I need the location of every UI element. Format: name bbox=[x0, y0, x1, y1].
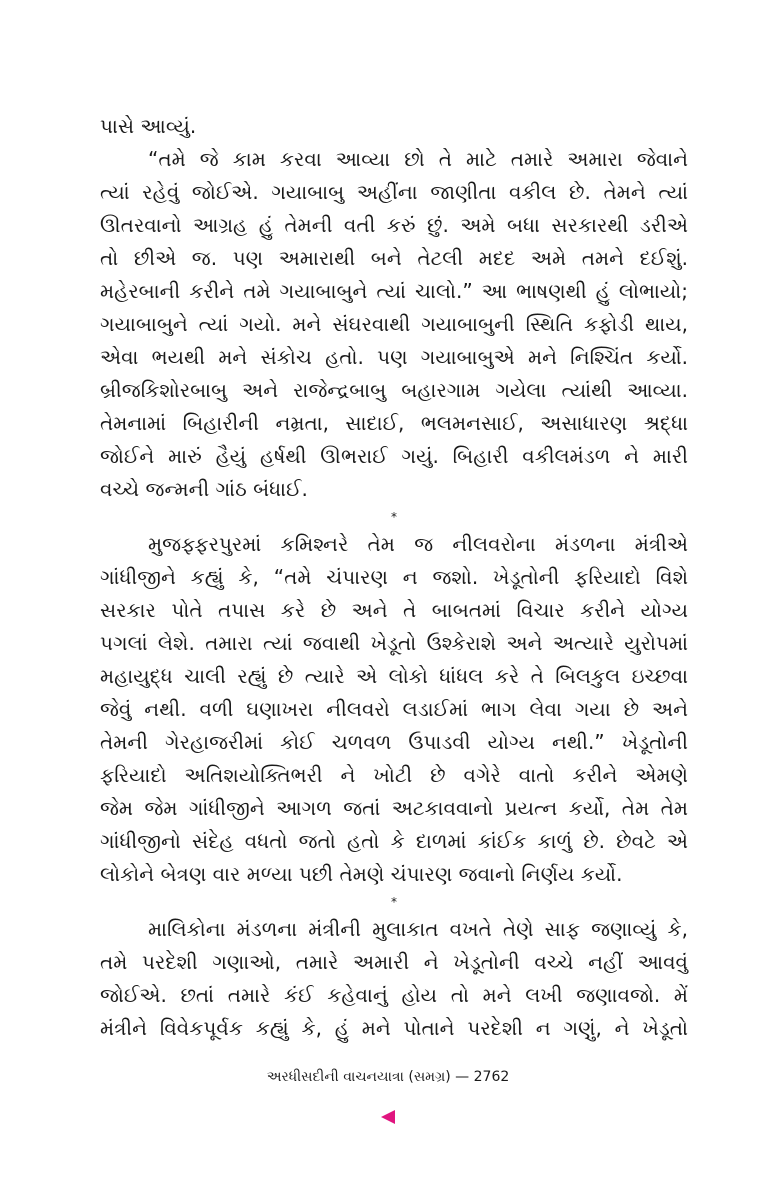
paragraph-1 bbox=[100, 143, 688, 506]
text-line: માલિકોના મંડળના મંત્રીની મુલાકાત વખતે તેણે સાફ જણાવ્યું કે, bbox=[148, 917, 688, 941]
page-footer: અરધીસદીની વાચનયાત્રા (સમગ્ર) — 2762 bbox=[266, 1069, 510, 1085]
text-line: ગયાબાબુને ત્યાં ગયો. મને સંઘરવાથી ગયાબાબુની સ્થિતિ કફોડી થાય, bbox=[100, 312, 688, 336]
text-line: તેમનામાં બિહારીની નમ્રતા, સાદાઈ, ભલમનસાઈ, અસાધારણ શ્રદ્ધા bbox=[100, 411, 688, 435]
section-separator: * bbox=[391, 895, 397, 909]
text-line: લોકોને બેત્રણ વાર મળ્યા પછી તેમણે ચંપારણ જવાનો નિર્ણય કર્યો. bbox=[100, 862, 623, 886]
text-line: એવા ભયથી મને સંકોચ હતો. પણ ગયાબાબુએ મને નિશ્ચિંત કર્યો. bbox=[100, 345, 688, 369]
paragraph-3 bbox=[100, 913, 688, 1045]
text-line: જેવું નથી. વળી ઘણાખરા નીલવરો લડાઈમાં ભાગ લેવા ગયા છે અને bbox=[100, 697, 688, 721]
text-line: તો છીએ જ. પણ અમારાથી બને તેટલી મદદ અમે તમને દઈશું. bbox=[100, 246, 688, 270]
text-line: ગાંધીજીને કહ્યું કે, “તમે ચંપારણ ન જશો. ખેડૂતોની ફરિયાદો વિશે bbox=[100, 565, 688, 589]
text-line: પગલાં લેશે. તમારા ત્યાં જવાથી ખેડૂતો ઉશ્કેરાશે અને અત્યારે યુરોપમાં bbox=[100, 631, 688, 655]
section-separator: * bbox=[391, 510, 397, 524]
text-line: મંત્રીને વિવેકપૂર્વક કહ્યું કે, હું મને પોતાને પરદેશી ન ગણું, ને ખેડૂતો bbox=[100, 1016, 688, 1040]
text-line: પાસે આવ્યું. bbox=[100, 114, 197, 138]
text-line: જોઈએ. છતાં તમારે કંઈ કહેવાનું હોય તો મને લખી જણાવજો. મેં bbox=[100, 983, 688, 1007]
triangle-left-icon[interactable] bbox=[381, 1110, 395, 1124]
nav-area bbox=[0, 1109, 776, 1123]
text-line: જોઈને મારું હૈયું હર્ષથી ઊભરાઈ ગયું. બિહારી વકીલમંડળ ને મારી bbox=[100, 444, 688, 468]
text-line: ત્યાં રહેવું જોઈએ. ગયાબાબુ અહીંના જાણીતા વકીલ છે. તેમને ત્યાં bbox=[100, 180, 688, 204]
text-line: ઊતરવાનો આગ્રહ હું તેમની વતી કરું છું. અમે બધા સરકારથી ડરીએ bbox=[100, 213, 688, 237]
text-line: મુજફ્ફરપુરમાં કમિશ્નરે તેમ જ નીલવરોના મંડળના મંત્રીએ bbox=[148, 532, 688, 556]
text-line: મહાયુદ્ધ ચાલી રહ્યું છે ત્યારે એ લોકો ધાંધલ કરે તે બિલકુલ ઇચ્છવા bbox=[100, 664, 688, 688]
text-line: ગાંધીજીનો સંદેહ વધતો જતો હતો કે દાળમાં કાંઈક કાળું છે. છેવટે એ bbox=[100, 829, 688, 853]
text-line: ફરિયાદો અતિશયોક્તિભરી ને ખોટી છે વગેરે વાતો કરીને એમણે bbox=[100, 763, 688, 787]
paragraph-2 bbox=[100, 528, 688, 891]
text-line: સરકાર પોતે તપાસ કરે છે અને તે બાબતમાં વિચાર કરીને યોગ્ય bbox=[100, 598, 688, 622]
text-line: બ્રીજકિશોરબાબુ અને રાજેન્દ્રબાબુ બહારગામ ગયેલા ત્યાંથી આવ્યા. bbox=[100, 378, 688, 402]
text-line: જેમ જેમ ગાંધીજીને આગળ જતાં અટકાવવાનો પ્રયત્ન કર્યો, તેમ તેમ bbox=[100, 796, 688, 820]
text-line: તમે પરદેશી ગણાઓ, તમારે અમારી ને ખેડૂતોની વચ્ચે નહીં આવવું bbox=[100, 950, 688, 974]
text-line: મહેરબાની કરીને તમે ગયાબાબુને ત્યાં ચાલો.” આ ભાષણથી હું લોભાયો; bbox=[100, 279, 688, 303]
text-line: “તમે જે કામ કરવા આવ્યા છો તે માટે તમારે અમારા જેવાને bbox=[148, 147, 688, 171]
text-line: તેમની ગેરહાજરીમાં કોઈ ચળવળ ઉપાડવી યોગ્ય નથી.” ખેડૂતોની bbox=[100, 730, 688, 754]
paragraph-continuation bbox=[100, 110, 688, 143]
text-line: વચ્ચે જન્મની ગાંઠ બંધાઈ. bbox=[100, 477, 308, 501]
